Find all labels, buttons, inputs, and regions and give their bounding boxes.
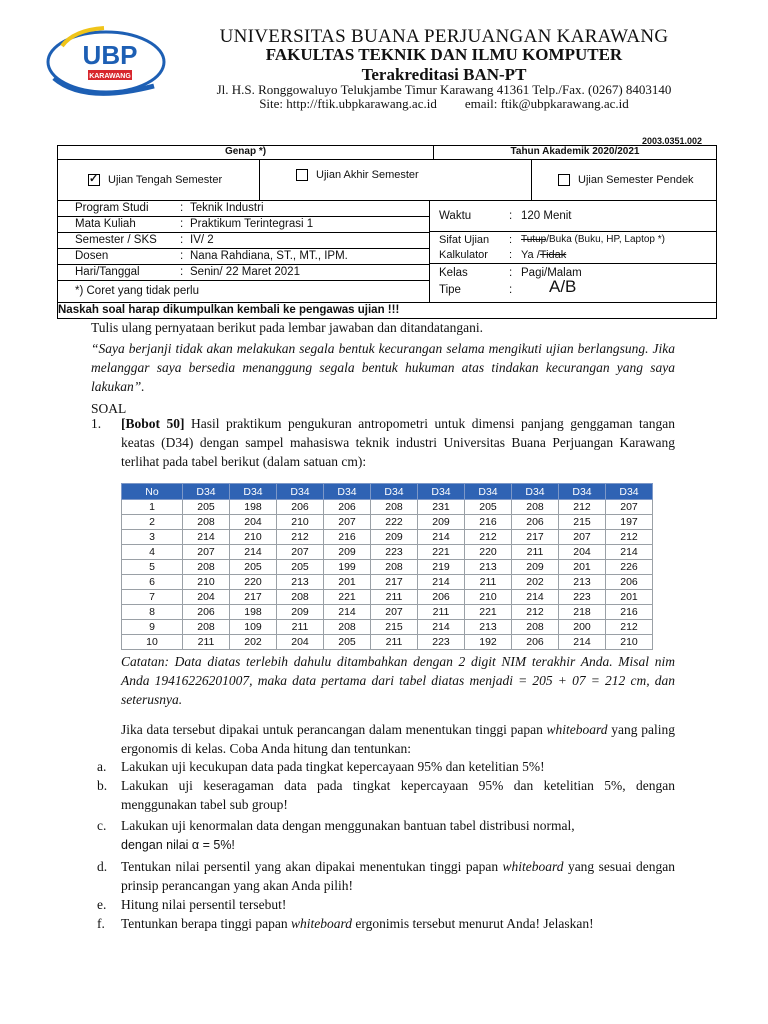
- contact-line: [160, 97, 728, 112]
- column-header-d34: D34: [418, 484, 465, 500]
- measurement-cell: 211: [371, 635, 418, 650]
- data-note: Catatan: Data diatas terlebih dahulu ditambahkan dengan 2 digit NIM terakhir Anda. Misal nim Anda 19416226201007, maka data pertama dari tabel diatas menjadi = 205 + 07 = 212 cm, dan seterusnya.: [121, 654, 675, 707]
- measurement-cell: 205: [230, 560, 277, 575]
- measurement-cell: 201: [559, 560, 606, 575]
- measurement-cell: 208: [183, 560, 230, 575]
- task-item: f. Tentunkan berapa tinggi papan whiteboard ergonimis tersebut menurut Anda! Jelaskan!: [97, 916, 594, 931]
- measurement-cell: 223: [559, 590, 606, 605]
- measurement-cell: 222: [371, 515, 418, 530]
- measurement-cell: 214: [606, 545, 653, 560]
- measurement-cell: 223: [371, 545, 418, 560]
- table-row: [122, 620, 653, 635]
- address: Jl. H.S. Ronggowaluyo Telukjambe Timur Karawang 41361 Telp./Fax. (0267) 8403140: [216, 82, 672, 97]
- task-intro: Jika data tersebut dipakai untuk perancangan dalam menentukan tinggi papan whiteboard yang paling ergonomis di kelas. Coba Anda hitung dan tentunkan:: [121, 722, 675, 756]
- measurement-cell: 218: [559, 605, 606, 620]
- row-number-cell: 7: [122, 590, 183, 605]
- measurement-cell: 209: [324, 545, 371, 560]
- row-number-cell: 9: [122, 620, 183, 635]
- row-number-cell: 5: [122, 560, 183, 575]
- measurement-cell: 208: [183, 515, 230, 530]
- measurement-cell: 217: [512, 530, 559, 545]
- field-dosen: Dosen : Nana Rahdiana, ST., MT., IPM.: [58, 249, 429, 265]
- measurement-cell: 211: [418, 605, 465, 620]
- measurement-cell: 206: [512, 635, 559, 650]
- table-row: [122, 560, 653, 575]
- task-item: c. Lakukan uji kenormalan data dengan menggunakan bantuan tabel distribusi normal, dengan nilai α = 5%!: [97, 818, 575, 852]
- measurement-cell: 209: [512, 560, 559, 575]
- email-address: email: ftik@ubpkarawang.ac.id: [464, 96, 629, 111]
- measurement-cell: 208: [512, 500, 559, 515]
- measurement-cell: 206: [512, 515, 559, 530]
- measurement-cell: 214: [418, 530, 465, 545]
- checkbox-empty-icon: [558, 174, 570, 186]
- measurement-cell: 210: [465, 590, 512, 605]
- task-list: [97, 757, 675, 933]
- measurement-cell: 207: [371, 605, 418, 620]
- measurement-cell: 213: [465, 620, 512, 635]
- measurement-cell: 217: [371, 575, 418, 590]
- measurement-cell: 211: [183, 635, 230, 650]
- question-number: 1.: [91, 416, 102, 431]
- measurement-cell: 197: [606, 515, 653, 530]
- measurement-cell: 214: [512, 590, 559, 605]
- measurement-cell: 210: [230, 530, 277, 545]
- measurement-cell: 220: [230, 575, 277, 590]
- measurement-cell: 211: [465, 575, 512, 590]
- measurement-cell: 216: [606, 605, 653, 620]
- measurement-cell: 223: [418, 635, 465, 650]
- task-item: a. Lakukan uji kecukupan data pada tingkat kepercayaan 95% dan ketelitian 5%!: [97, 759, 545, 774]
- measurement-cell: 212: [277, 530, 324, 545]
- measurement-cell: 205: [465, 500, 512, 515]
- footnote: *) Coret yang tidak perlu: [75, 285, 200, 297]
- task-item: d. Tentukan nilai persentil yang akan dipakai menentukan tinggi papan whiteboard yang sesuai dengan prinsip perancangan yang akan Anda pilih!: [97, 859, 675, 893]
- option-uts: [58, 160, 260, 200]
- measurement-cell: 207: [606, 500, 653, 515]
- column-header-d34: D34: [512, 484, 559, 500]
- measurement-cell: 215: [371, 620, 418, 635]
- column-header-d34: D34: [465, 484, 512, 500]
- measurement-cell: 219: [418, 560, 465, 575]
- measurement-cell: 212: [512, 605, 559, 620]
- checkbox-empty-icon: [296, 169, 308, 181]
- accreditation: Terakreditasi BAN-PT: [361, 65, 527, 84]
- task-item: b. Lakukan uji keseragaman data pada tingkat kepercayaan 95% dan ketelitian 5%, dengan menggunakan tabel sub group!: [97, 778, 675, 812]
- measurement-cell: 204: [559, 545, 606, 560]
- measurement-cell: 209: [371, 530, 418, 545]
- column-header-d34: D34: [183, 484, 230, 500]
- field-semester-sks: Semester / SKS : IV/ 2: [58, 233, 429, 249]
- instruction-text: Tulis ulang pernyataan berikut pada lembar jawaban dan ditandatangani.: [91, 320, 484, 335]
- measurement-cell: 204: [230, 515, 277, 530]
- measurement-cell: 221: [418, 545, 465, 560]
- measurement-cell: 221: [324, 590, 371, 605]
- measurement-cell: 208: [277, 590, 324, 605]
- measurement-cell: 212: [606, 530, 653, 545]
- field-sifat-kalkulator: Sifat Ujian : Tutup/Buka (Buku, HP, Laptop *) Kalkulator : Ya / Tidak: [430, 232, 716, 264]
- measurement-cell: 199: [324, 560, 371, 575]
- table-row: [122, 575, 653, 590]
- measurement-cell: 208: [371, 560, 418, 575]
- row-number-cell: 3: [122, 530, 183, 545]
- measurement-cell: 208: [512, 620, 559, 635]
- measurement-cell: 207: [277, 545, 324, 560]
- semester-label: Genap *): [58, 146, 434, 159]
- measurement-cell: 214: [230, 545, 277, 560]
- field-kelas-tipe: Kelas : Pagi/Malam Tipe : A/B: [439, 267, 582, 296]
- faculty-name: FAKULTAS TEKNIK DAN ILMU KOMPUTER: [265, 45, 623, 64]
- svg-text:UBP: UBP: [82, 40, 138, 70]
- field-hari-tanggal: Hari/Tanggal : Senin/ 22 Maret 2021: [58, 265, 429, 281]
- field-waktu: Waktu : 120 Menit: [430, 201, 716, 232]
- row-number-cell: 1: [122, 500, 183, 515]
- site-url: Site: http://ftik.ubpkarawang.ac.id: [259, 96, 437, 111]
- table-row: [122, 530, 653, 545]
- tipe-value: A/B: [549, 277, 577, 296]
- measurement-cell: 201: [324, 575, 371, 590]
- option-label: Ujian Semester Pendek: [578, 174, 694, 186]
- measurement-cell: 211: [371, 590, 418, 605]
- table-row: [122, 515, 653, 530]
- measurement-cell: 212: [606, 620, 653, 635]
- measurement-cell: 221: [465, 605, 512, 620]
- document-number: 2003.0351.002: [641, 136, 702, 146]
- task-item: e. Hitung nilai persentil tersebut!: [97, 897, 287, 912]
- table-row: [122, 545, 653, 560]
- measurement-cell: 200: [559, 620, 606, 635]
- svg-text:KARAWANG: KARAWANG: [89, 73, 131, 80]
- row-number-cell: 10: [122, 635, 183, 650]
- exam-info-box: [57, 145, 717, 319]
- measurement-cell: 216: [324, 530, 371, 545]
- measurement-cell: 217: [230, 590, 277, 605]
- measurement-cell: 206: [183, 605, 230, 620]
- measurement-cell: 205: [183, 500, 230, 515]
- measurement-cell: 210: [277, 515, 324, 530]
- option-label: Ujian Tengah Semester: [108, 174, 223, 186]
- measurement-cell: 206: [324, 500, 371, 515]
- measurement-cell: 231: [418, 500, 465, 515]
- soal-heading: SOAL: [91, 401, 127, 416]
- measurement-cell: 215: [559, 515, 606, 530]
- measurement-cell: 207: [183, 545, 230, 560]
- measurement-cell: 213: [559, 575, 606, 590]
- measurement-cell: 202: [230, 635, 277, 650]
- row-number-cell: 4: [122, 545, 183, 560]
- measurement-cell: 216: [465, 515, 512, 530]
- checkbox-checked-icon: [88, 174, 100, 186]
- measurement-cell: 212: [559, 500, 606, 515]
- university-logo: [44, 20, 174, 106]
- measurement-cell: 210: [606, 635, 653, 650]
- measurement-cell: 198: [230, 605, 277, 620]
- column-header-d34: D34: [324, 484, 371, 500]
- university-name: UNIVERSITAS BUANA PERJUANGAN KARAWANG: [219, 26, 669, 47]
- column-header-d34: D34: [230, 484, 277, 500]
- table-row: [122, 605, 653, 620]
- measurement-cell: 220: [465, 545, 512, 560]
- measurement-cell: 205: [277, 560, 324, 575]
- table-row: [122, 635, 653, 650]
- measurement-cell: 206: [418, 590, 465, 605]
- column-header-d34: D34: [277, 484, 324, 500]
- table-row: [122, 500, 653, 515]
- measurement-cell: 109: [230, 620, 277, 635]
- measurement-cell: 214: [324, 605, 371, 620]
- table-row: [122, 590, 653, 605]
- measurement-cell: 198: [230, 500, 277, 515]
- field-mata-kuliah: Mata Kuliah : Praktikum Terintegrasi 1: [58, 217, 429, 233]
- option-uas: [260, 160, 532, 200]
- measurement-cell: 209: [418, 515, 465, 530]
- measurement-cell: 214: [559, 635, 606, 650]
- measurement-cell: 213: [277, 575, 324, 590]
- pledge-text: “Saya berjanji tidak akan melakukan segala bentuk kecurangan selama mengikuti ujian berlangsung. Jika melanggar saya bersedia menanggung segala bentuk hukuman atas tindakan kecurangan yang saya lakukan”.: [91, 341, 675, 394]
- measurement-cell: 206: [277, 500, 324, 515]
- d34-data-table: [121, 483, 653, 650]
- measurement-cell: 205: [324, 635, 371, 650]
- measurement-cell: 214: [183, 530, 230, 545]
- measurement-cell: 211: [512, 545, 559, 560]
- measurement-cell: 208: [371, 500, 418, 515]
- measurement-cell: 208: [183, 620, 230, 635]
- question-text: [Bobot 50] Hasil praktikum pengukuran antropometri untuk dimensi panjang genggaman tangan keatas (D34) dengan sampel mahasiswa teknik industri Universitas Buana Perjuangan Karawang terlihat pada tabel berikut (dalam satuan cm):: [121, 416, 676, 469]
- field-program-studi: Program Studi : Teknik Industri: [58, 201, 429, 217]
- measurement-cell: 207: [559, 530, 606, 545]
- measurement-cell: 201: [606, 590, 653, 605]
- measurement-cell: 204: [183, 590, 230, 605]
- column-header-d34: D34: [606, 484, 653, 500]
- measurement-cell: 214: [418, 575, 465, 590]
- option-sp: [532, 160, 716, 200]
- measurement-cell: 192: [465, 635, 512, 650]
- measurement-cell: 211: [277, 620, 324, 635]
- row-number-cell: 8: [122, 605, 183, 620]
- measurement-cell: 210: [183, 575, 230, 590]
- column-header-d34: D34: [559, 484, 606, 500]
- measurement-cell: 212: [465, 530, 512, 545]
- measurement-cell: 214: [418, 620, 465, 635]
- collection-notice: Naskah soal harap dikumpulkan kembali ke pengawas ujian !!!: [58, 304, 400, 316]
- column-header-no: No: [122, 484, 183, 500]
- measurement-cell: 208: [324, 620, 371, 635]
- measurement-cell: 207: [324, 515, 371, 530]
- academic-year: Tahun Akademik 2020/2021: [510, 146, 640, 157]
- measurement-cell: 204: [277, 635, 324, 650]
- row-number-cell: 6: [122, 575, 183, 590]
- measurement-cell: 209: [277, 605, 324, 620]
- column-header-d34: D34: [371, 484, 418, 500]
- option-label: Ujian Akhir Semester: [316, 169, 419, 181]
- measurement-cell: 213: [465, 560, 512, 575]
- row-number-cell: 2: [122, 515, 183, 530]
- measurement-cell: 206: [606, 575, 653, 590]
- measurement-cell: 202: [512, 575, 559, 590]
- measurement-cell: 226: [606, 560, 653, 575]
